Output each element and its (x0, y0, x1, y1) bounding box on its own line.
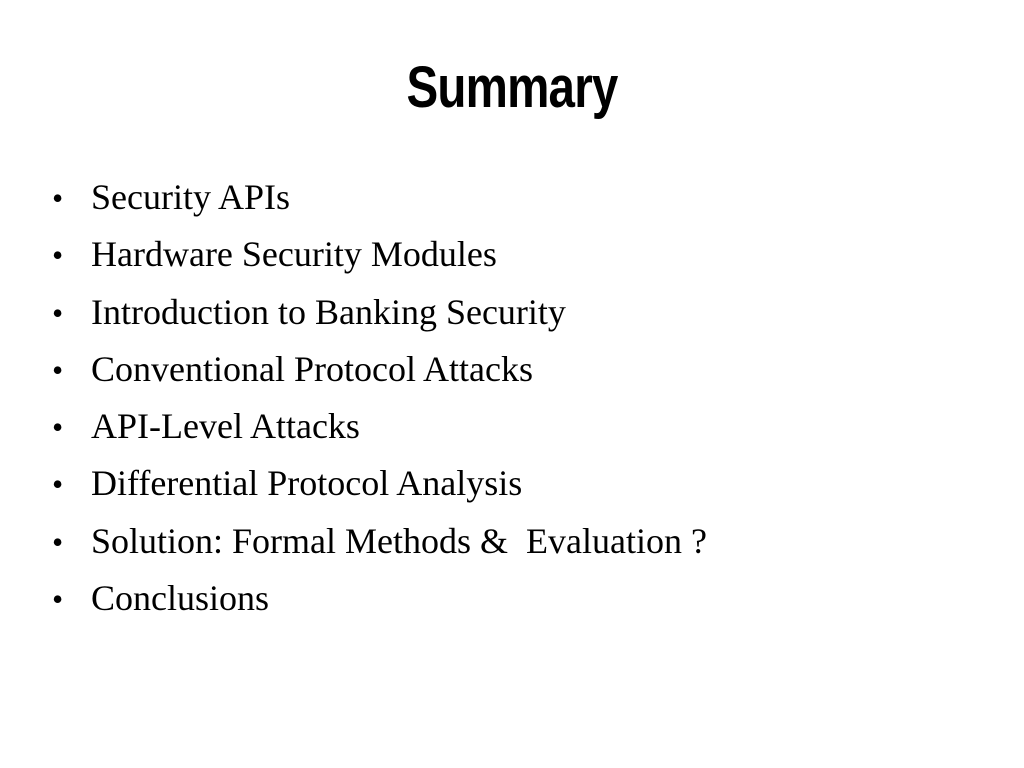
bullet-glyph: • (52, 466, 64, 503)
bullet-item (52, 405, 707, 462)
bullet-text: Differential Protocol Analysis (91, 463, 523, 504)
bullet-glyph: • (52, 180, 64, 216)
bullet-item (52, 577, 707, 634)
bullet-item (52, 462, 707, 519)
bullet-item (52, 291, 707, 348)
bullet-list (52, 176, 707, 634)
bullet-glyph: • (52, 581, 64, 618)
bullet-glyph: • (52, 351, 64, 388)
bullet-item (52, 176, 707, 233)
bullet-glyph: • (52, 523, 64, 560)
bullet-text: Hardware Security Modules (91, 234, 497, 275)
bullet-text: Conventional Protocol Attacks (91, 348, 533, 389)
bullet-text: API-Level Attacks (91, 406, 360, 447)
bullet-glyph: • (52, 409, 64, 446)
bullet-glyph: • (52, 294, 64, 331)
bullet-item (52, 520, 707, 577)
bullet-glyph: • (52, 237, 64, 274)
slide-title: Summary (406, 55, 618, 120)
bullet-item (52, 233, 707, 290)
bullet-text: Introduction to Banking Security (91, 291, 566, 332)
bullet-text: Solution: Formal Methods & Evaluation ? (91, 520, 707, 561)
bullet-text: Security APIs (91, 177, 291, 217)
bullet-item (52, 348, 707, 405)
bullet-text: Conclusions (91, 578, 270, 619)
